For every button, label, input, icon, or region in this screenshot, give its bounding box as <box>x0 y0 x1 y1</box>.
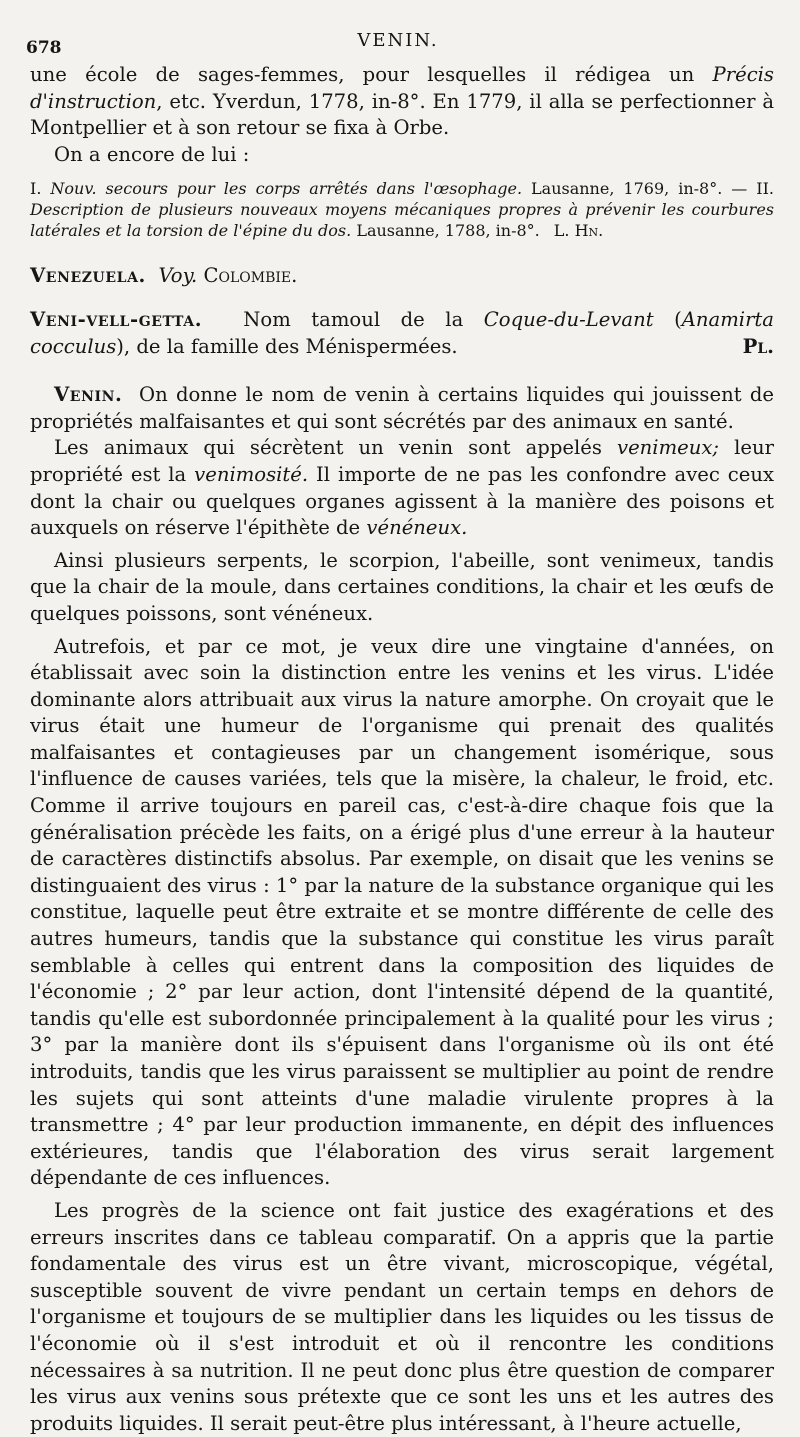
venin-paragraph-2 <box>30 435 774 541</box>
p2-text-a: Les animaux qui sécrètent un venin sont appelés <box>54 436 602 460</box>
page-header <box>26 24 770 58</box>
biblio-title-2: Description de plusieurs nouveaux moyens mécaniques propres à prévenir les courbures latérales et la torsion de l'épine du dos. <box>30 200 774 241</box>
venin-definition-text: On donne le nom de venin à certains liquides qui jouissent de propriétés malfaisantes et qui sont sécrétés par des animaux en santé. <box>30 383 774 433</box>
p2-text-e: Il importe de ne pas les confondre avec ceux dont la chair ou quelques organes agissent à la manière des poisons et auxquels on réserve l'épithète de <box>30 462 775 540</box>
intro-title-italic: Précis d'instruction <box>30 63 774 113</box>
p2-term-venimeux: venimeux; <box>617 436 720 460</box>
veni-common-name: Coque-du-Levant <box>483 307 654 331</box>
venin-paragraph-4: Autrefois, et par ce mot, je veux dire une vingtaine d'années, on établissait avec soin la distinction entre les venins et les virus. L'idée dominante alors attribuait aux virus la nature amorphe. On croyait que le virus était une humeur de l'organisme qui prenait des qualités malfaisantes et contagieuses par un changement isomérique, sous l'influence de causes variées, tels que la misère, la chaleur, le froid, etc. Comme il arrive toujours en pareil cas, c'est-à-dire chaque fois que la généralisation précède les faits, on a érigé plus d'une erreur à la hauteur de caractères distinctifs absolus. Par exemple, on disait que les venins se distinguaient des virus : 1° par la nature de la substance organique qui les constitue, laquelle peut être extraite et se montre différente de celle des autres humeurs, tandis que la substance qui constitue les virus paraît semblable à celles qui entrent dans la composition des liquides de l'économie ; 2° par leur action, dont l'intensité dépend de la quantité, tandis qu'elle est subordonnée principalement à la qualité pour les virus ; 3° par la manière dont ils s'épuisent dans l'organisme où ils ont été introduits, tandis que les virus paraissent se multiplier au point de rendre les sujets qui sont atteints d'une maladie virulente propres à la transmettre ; 4° par leur production immanente, en dépit des influences extérieures, tandis que l'élaboration des virus serait largement dépendante de ces influences. <box>30 634 774 1190</box>
intro-text-cont: , etc. Yverdun, 1778, in-8°. En 1779, il alla se perfectionner à Montpellier et à son retour se fixa à Orbe. <box>30 89 774 140</box>
venin-definition <box>30 382 774 435</box>
author-signature-pl: Pl. <box>742 334 774 358</box>
headword-venezuela: Venezuela. <box>30 264 146 288</box>
veni-latin-name: Anamirta cocculus <box>30 307 774 358</box>
p2-term-veneneux: vénéneux. <box>366 516 468 540</box>
page-body <box>30 62 774 1437</box>
biblio-publication-1: Lausanne, 1769, in-8°. — II. <box>531 179 774 199</box>
venin-paragraph-3: Ainsi plusieurs serpents, le scorpion, l'abeille, sont venimeux, tandis que la chair de la moule, dans certaines conditions, la chair et les œufs de quelques poissons, sont vénéneux. <box>30 548 774 625</box>
cross-reference: Colombie. <box>203 264 298 288</box>
veni-text: Nom tamoul de la <box>243 307 464 331</box>
bibliography-entry <box>30 178 774 241</box>
biblio-title-1: Nouv. secours pour les corps arrêtés dans l'œsophage. <box>50 179 523 199</box>
page-number: 678 <box>26 38 62 58</box>
intro-list-lead: On a encore de lui : <box>54 142 250 166</box>
voy-label: Voy. <box>158 264 198 288</box>
author-signature: L. Hn. <box>553 221 604 241</box>
entry-veni-vell-getta <box>30 307 774 360</box>
headword-venin: Venin. <box>54 383 123 407</box>
entry-venezuela <box>30 263 774 290</box>
veni-paren-open: ( <box>653 307 682 331</box>
biblio-publication-2: Lausanne, 1788, in-8°. <box>356 221 540 241</box>
running-title: VENIN. <box>357 30 439 51</box>
intro-paragraph <box>30 62 774 142</box>
veni-family: ), de la famille des Ménispermées. <box>116 334 458 358</box>
p2-term-venimosite: venimosité. <box>194 462 309 486</box>
headword-veni-vell-getta: Veni-vell-getta. <box>30 307 203 331</box>
intro-text: une école de sages-femmes, pour lesquelles il rédigea un <box>30 63 695 86</box>
p2-text-c: leur propriété est la <box>30 436 774 486</box>
biblio-number: I. <box>30 179 42 199</box>
venin-paragraph-5: Les progrès de la science ont fait justice des exagérations et des erreurs inscrites dans ce tableau comparatif. On a appris que la partie fondamentale des virus est un être vivant, microscopique, végétal, susceptible souvent de vivre pendant un certain temps en dehors de l'organisme et toujours de se multiplier dans les liquides ou les tissus de l'économie où il s'est introduit et où il rencontre les conditions nécessaires à sa nutrition. Il ne peut donc plus être question de comparer les virus aux venins sous prétexte que ce sont les uns et les autres des produits liquides. Il serait peut-être plus intéressant, à l'heure actuelle, <box>30 1198 774 1435</box>
